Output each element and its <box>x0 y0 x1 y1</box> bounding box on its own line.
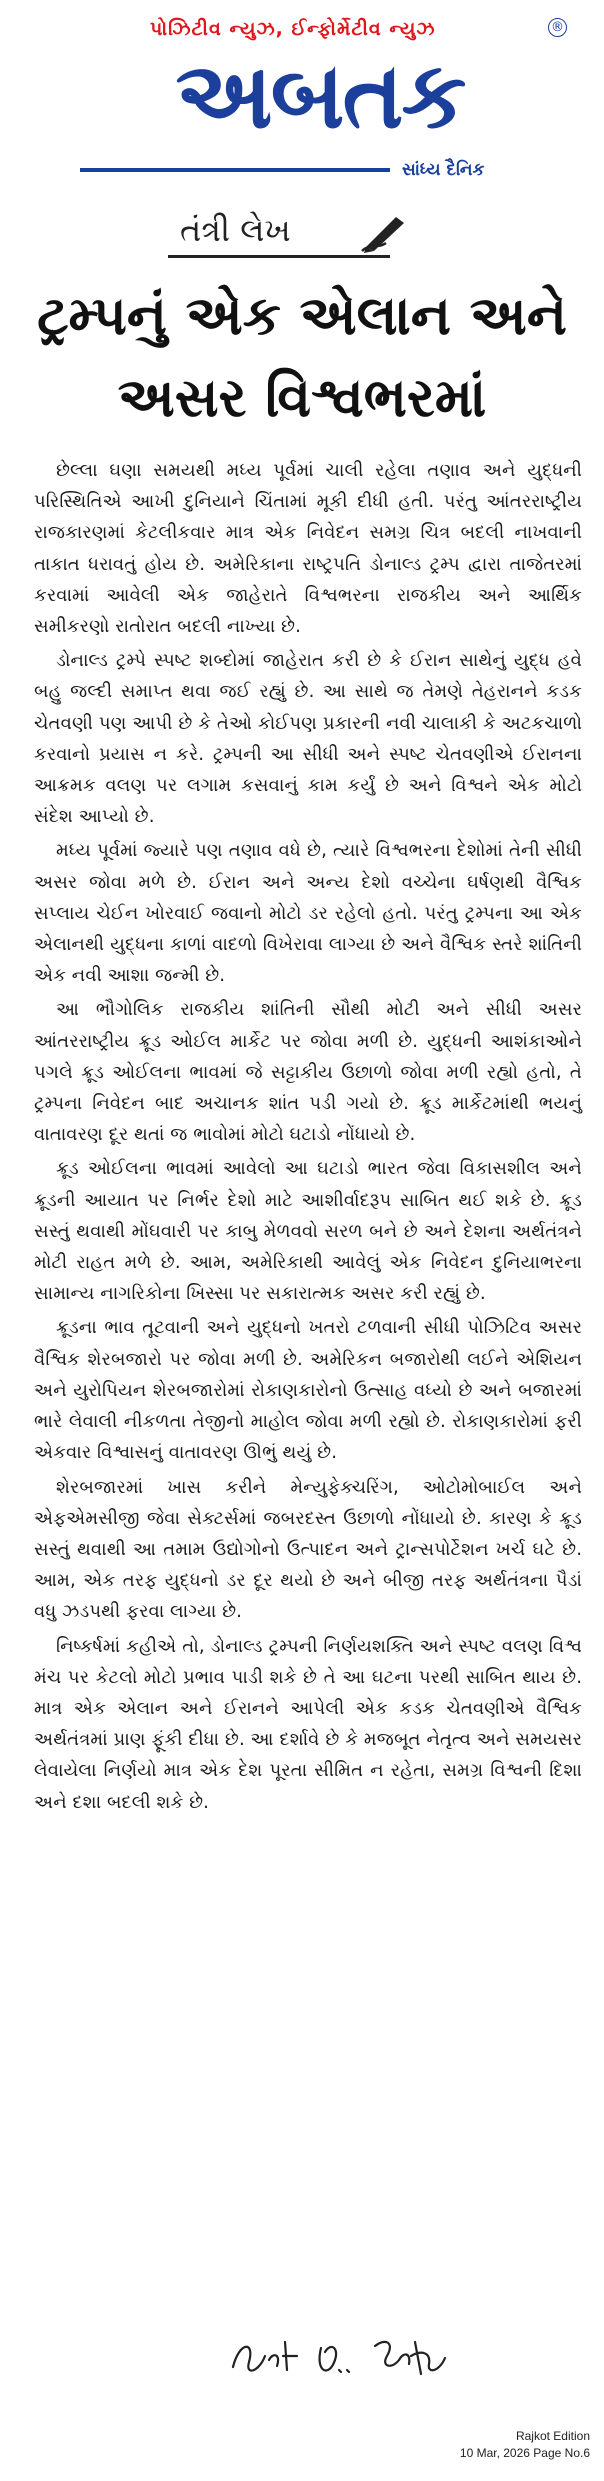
headline <box>20 275 584 439</box>
article-body <box>34 455 582 1821</box>
section-underline <box>168 255 390 258</box>
edition-name: Rajkot Edition <box>515 2429 590 2443</box>
article-paragraph: ડોનાલ્ડ ટ્રમ્પે સ્પષ્ટ શબ્દોમાં જાહેરાત કરી છે કે ઈરાન સાથેનું યુદ્ધ હવે બહુ જલ્દી સમાપ્ત થવા જઈ રહ્યું છે. આ સાથે જ તેમણે તેહરાનને કડક ચેતવણી પણ આપી છે કે તેઓ કોઈપણ પ્રકારની નવી ચાલાકી કે અટકચાળો કરવાનો પ્રયાસ ન કરે. ટ્રમ્પની આ સીધી અને સ્પષ્ટ ચેતવણીએ ઈરાનના આક્રમક વલણ પર લગામ કસવાનું કામ કર્યું છે અને વિશ્વને એક મોટો સંદેશ આપ્યો છે. <box>34 650 582 828</box>
newspaper-logo <box>70 42 570 155</box>
page-footer <box>460 2428 590 2462</box>
registered-mark: ® <box>548 18 567 37</box>
edition-label: સાંધ્ય દૈનિક <box>402 160 485 180</box>
article-paragraph: છેલ્લા ઘણા સમયથી મધ્ય પૂર્વમાં ચાલી રહેલા તણાવ અને યુદ્ધની પરિસ્થિતિએ આખી દુનિયાને ચિંતામાં મૂકી દીધી હતી. પરંતુ આંતરરાષ્ટ્રીય રાજકારણમાં કેટલીકવાર માત્ર એક નિવેદન સમગ્ર ચિત્ર બદલી નાખવાની તાકાત ધરાવતું હોય છે. અમેરિકાના રાષ્ટ્રપતિ ડોનાલ્ડ ટ્રમ્પ દ્વારા તાજેતરમાં કરવામાં આવેલી એક જાહેરાતે વિશ્વભરના રાજકીય અને આર્થિક સમીકરણો રાતોરાત બદલી નાખ્યા છે. <box>34 460 582 638</box>
article-paragraph: નિષ્કર્ષમાં કહીએ તો, ડોનાલ્ડ ટ્રમ્પની નિર્ણયશક્તિ અને સ્પષ્ટ વલણ વિશ્વ મંચ પર કેટલો મોટો પ્રભાવ પાડી શકે છે તે આ ઘટના પરથી સાબિત થાય છે. માત્ર એક એલાન અને ઈરાનને આપેલી એક કડક ચેતવણીએ વૈશ્વિક અર્થતંત્રમાં પ્રાણ ફૂંકી દીધા છે. આ દર્શાવે છે કે મજબૂત નેતૃત્વ અને સમયસર લેવાયેલા નિર્ણયો માત્ર એક દેશ પૂરતા સીમિત ન રહેતા, સમગ્ર વિશ્વની દિશા અને દશા બદલી શકે છે. <box>34 1635 582 1813</box>
date-page-number: 10 Mar, 2026 Page No.6 <box>459 2446 590 2460</box>
masthead-tagline: પોઝિટીવ ન્યુઝ, ઈન્ફોર્મેટીવ ન્યુઝ <box>150 18 436 40</box>
masthead <box>0 0 604 200</box>
article-paragraph: શેરબજારમાં ખાસ કરીને મેન્યુફેક્ચરિંગ, ઓટોમોબાઈલ અને એફએમસીજી જેવા સેક્ટર્સમાં જબરદસ્ત ઉછાળો નોંધાયો છે. કારણ કે ક્રૂડ સસ્તું થવાથી આ તમામ ઉદ્યોગોનો ઉત્પાદન અને ટ્રાન્સપોર્ટેશન ખર્ચ ઘટે છે. આમ, એક તરફ યુદ્ધનો ડર દૂર થયો છે અને બીજી તરફ અર્થતંત્રના પૈડાં વધુ ઝડપથી ફરવા લાગ્યા છે. <box>34 1476 582 1623</box>
article-paragraph: ક્રૂડના ભાવ તૂટવાની અને યુદ્ધનો ખતરો ટળવાની સીધી પોઝિટિવ અસર વૈશ્વિક શેરબજારો પર જોવા મળી છે. અમેરિકન બજારોથી લઈને એશિયન અને યુરોપિયન શેરબજારોમાં રોકાણકારોનો ઉત્સાહ વધ્યો છે અને બજારમાં ભારે લેવાલી નીકળતા તેજીનો માહોલ જોવા મળી રહ્યો છે. રોકાણકારોમાં ફરી એકવાર વિશ્વાસનું વાતાવરણ ઊભું થયું છે. <box>34 1317 582 1464</box>
section-label: તંત્રી લેખ <box>180 211 291 249</box>
logo-wordmark: અબતક <box>175 42 465 149</box>
article-paragraph: આ ભૌગોલિક રાજકીય શાંતિની સૌથી મોટી અને સીધી અસર આંતરરાષ્ટ્રીય ક્રૂડ ઓઈલ માર્કેટ પર જોવા મળી છે. યુદ્ધની આશંકાઓને પગલે ક્રૂડ ઓઈલના ભાવમાં જે સટ્ટાકીય ઉછાળો જોવા મળી રહ્યો હતો, તે ટ્રમ્પના નિવેદન બાદ અચાનક શાંત પડી ગયો છે. ક્રૂડ માર્કેટમાંથી ભયનું વાતાવરણ દૂર થતાં જ ભાવોમાં મોટો ઘટાડો નોંધાયો છે. <box>34 999 582 1146</box>
logo-underline <box>80 168 390 172</box>
article-paragraph: મધ્ય પૂર્વમાં જ્યારે પણ તણાવ વધે છે, ત્યારે વિશ્વભરના દેશોમાં તેની સીધી અસર જોવા મળે છે. ઈરાન અને અન્ય દેશો વચ્ચેના ઘર્ષણથી વૈશ્વિક સપ્લાય ચેઈન ખોરવાઈ જવાનો મોટો ડર રહેલો હતો. પરંતુ ટ્રમ્પના આ એક એલાનથી યુદ્ધના કાળાં વાદળો વિખેરાવા લાગ્યા છે અને વૈશ્વિક સ્તરે શાંતિની એક નવી આશા જન્મી છે. <box>34 840 582 987</box>
headline-line-2: અસર વિશ્વભરમાં <box>117 366 487 429</box>
editor-signature <box>225 2312 465 2402</box>
pen-writing-icon <box>360 213 408 253</box>
article-paragraph: ક્રૂડ ઓઈલના ભાવમાં આવેલો આ ઘટાડો ભારત જેવા વિકાસશીલ અને ક્રૂડની આયાત પર નિર્ભર દેશો માટે આશીર્વાદરૂપ સાબિત થઈ શકે છે. ક્રૂડ સસ્તું થવાથી મોંઘવારી પર કાબુ મેળવવો સરળ બને છે અને દેશના અર્થતંત્રને મોટી રાહત મળે છે. આમ, અમેરિકાથી આવેલું એક નિવેદન દુનિયાભરના સામાન્ય નાગરિકોના ખિસ્સા પર સકારાત્મક અસર કરી રહ્યું છે. <box>34 1158 582 1305</box>
section-header <box>0 205 604 265</box>
headline-line-1: ટ્રમ્પનું એક એલાન અને <box>37 284 567 347</box>
